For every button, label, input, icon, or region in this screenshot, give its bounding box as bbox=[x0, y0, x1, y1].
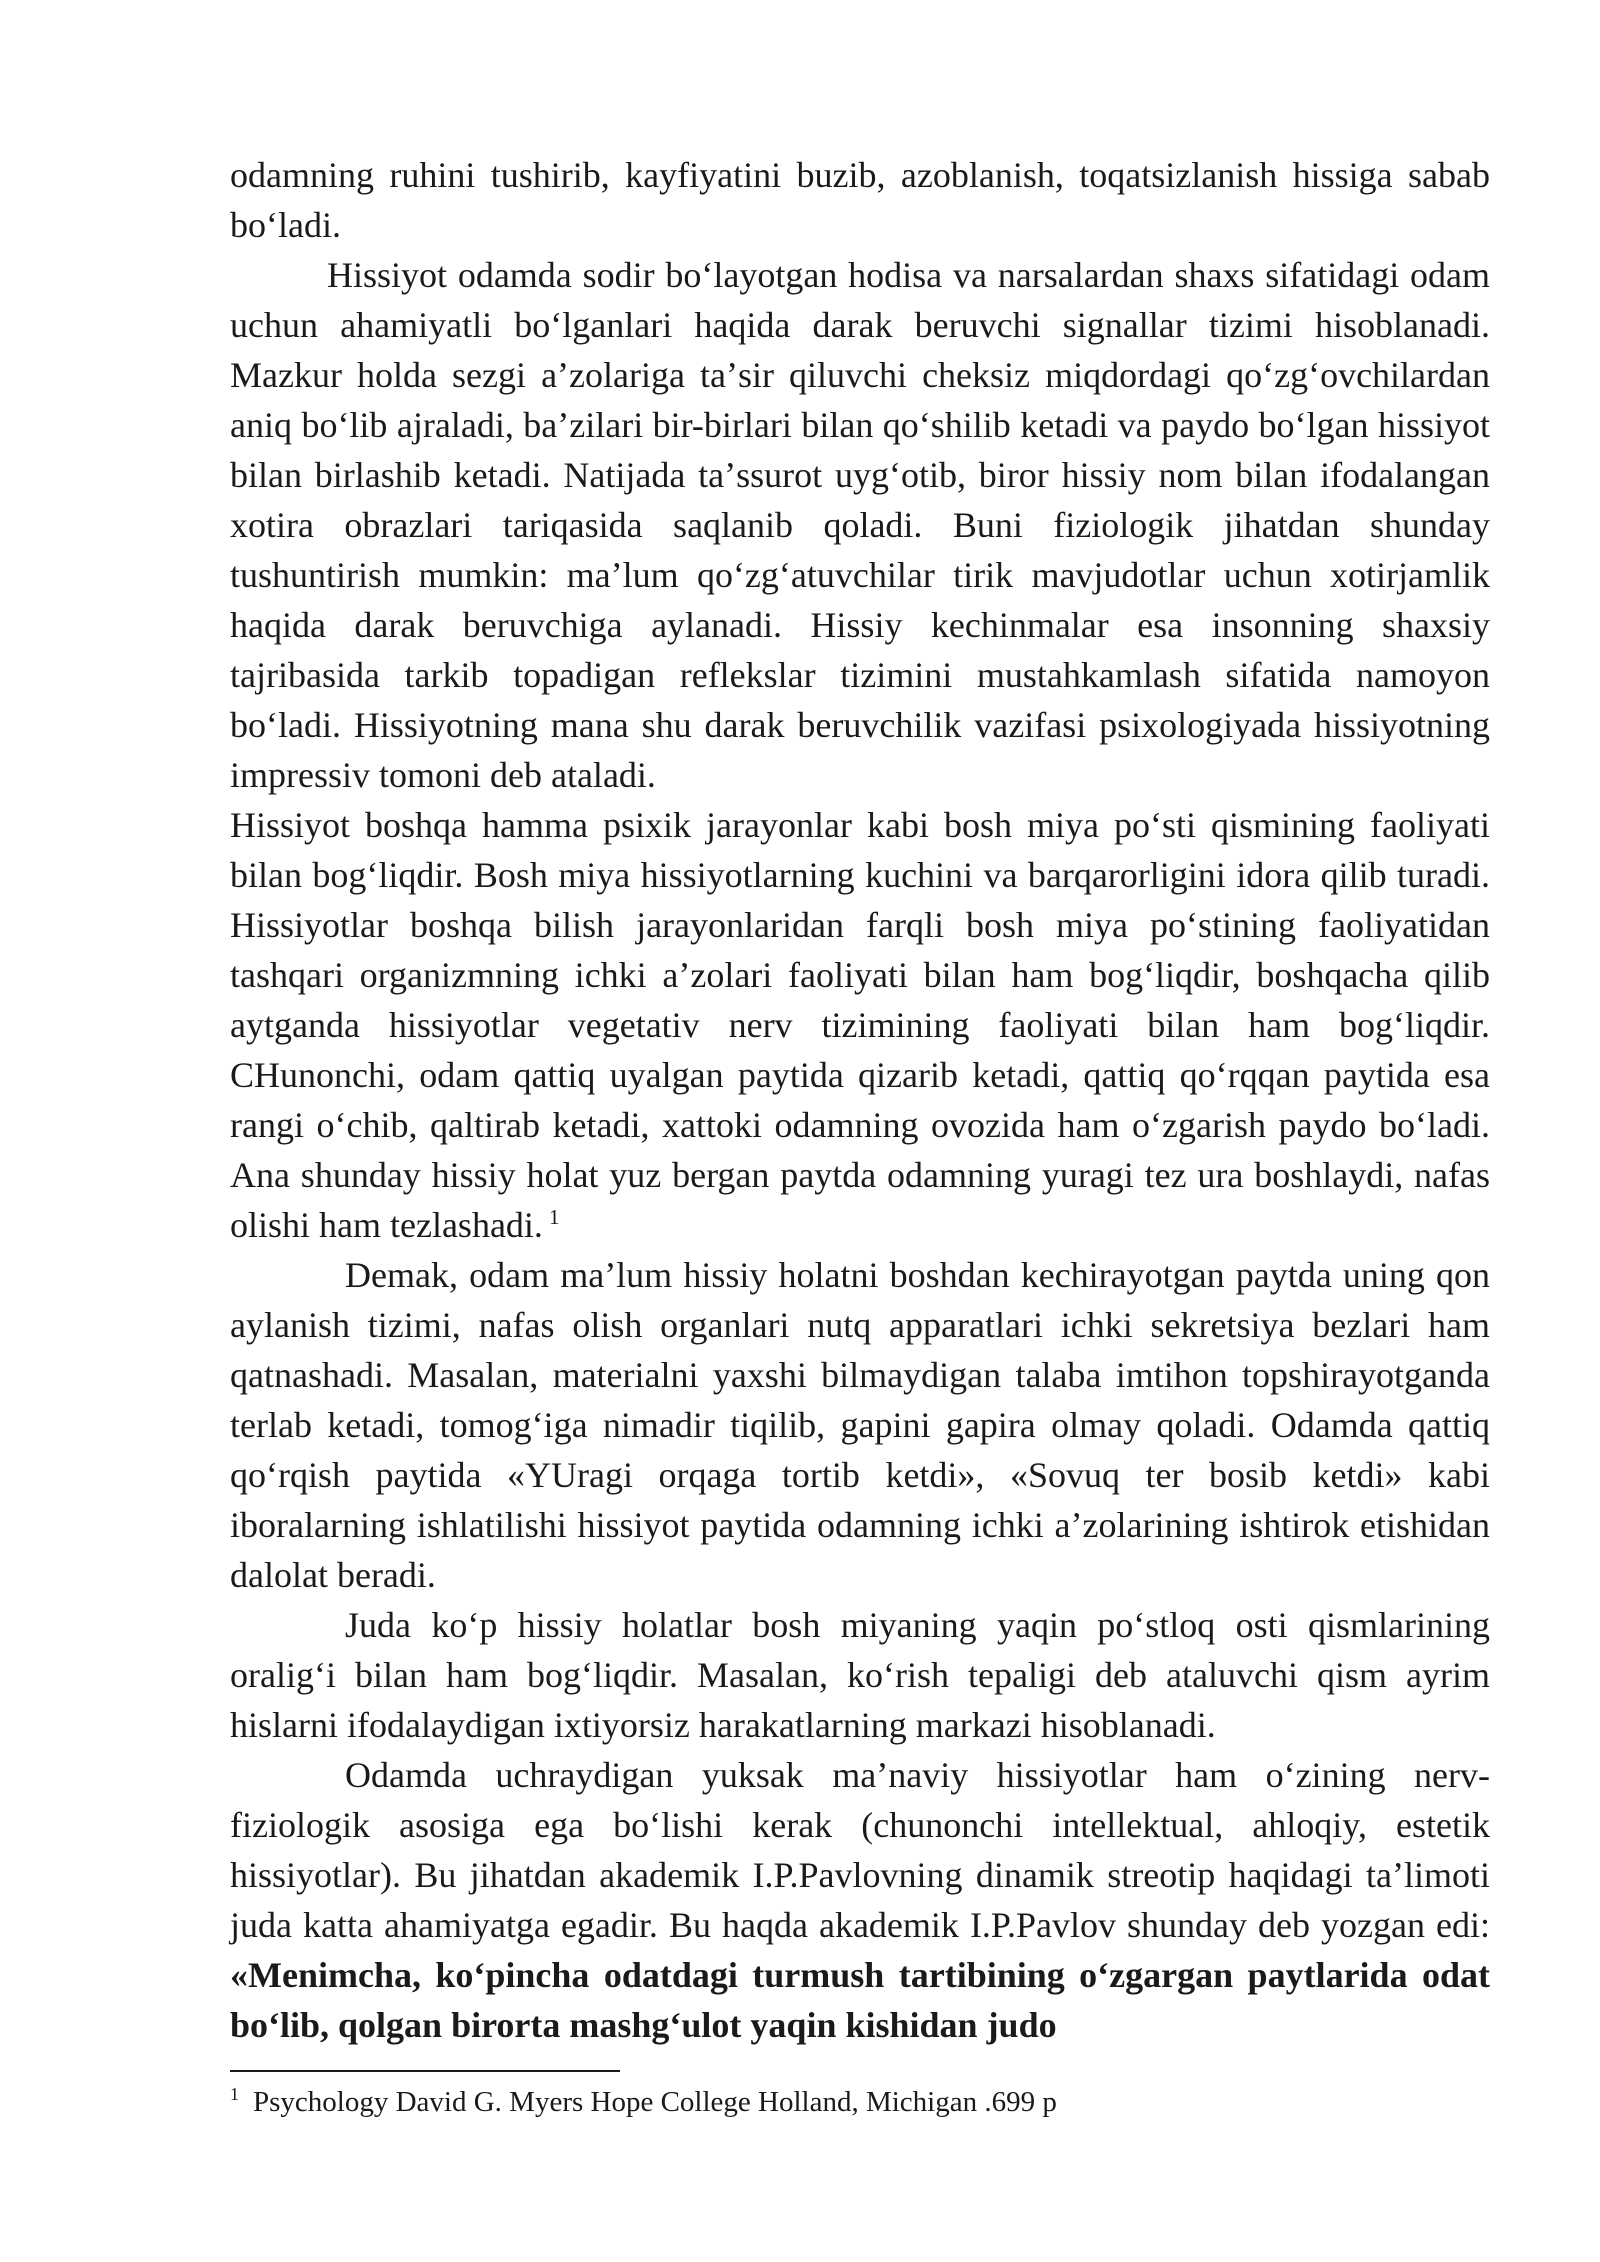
footnote bbox=[230, 2082, 1490, 2122]
pavlov-quote: «Menimcha, koʻpincha odatdagi turmush tartibining oʻzgargan paytlarida odat boʻlib, qolgan birorta mashgʻulot yaqin kishidan judo bbox=[230, 1955, 1490, 2045]
footnote-reference[interactable]: 1 bbox=[548, 1205, 560, 1229]
paragraph-text: Hissiyot boshqa hamma psixik jarayonlar kabi bosh miya poʻsti qismining faoliyati bilan bogʻliqdir. Bosh miya hissiyotlarning kuchini va barqarorligini idora qilib turadi. Hissiyotlar boshqa bilish jarayonlaridan farqli bosh miya poʻstining faoliyatidan tashqari organizmning ichki aʼzolari faoliyati bilan ham bogʻliqdir, boshqacha qilib aytganda hissiyotlar vegetativ nerv tizimining faoliyati bilan ham bogʻliqdir. CHunonchi, odam qattiq uyalgan paytida qizarib ketadi, qattiq qoʻrqqan paytida esa rangi oʻchib, qaltirab ketadi, xattoki odamning ovozida ham oʻzgarish paydo boʻladi. Ana shunday hissiy holat yuz bergan paytda odamning yuragi tez ura boshlaydi, nafas olishi ham tezlashadi. bbox=[230, 805, 1490, 1245]
paragraph-text: Hissiyot odamda sodir boʻlayotgan hodisa va narsalardan shaxs sifatidagi odam uchun ahamiyatli boʻlganlari haqida darak beruvchi signallar tizimi hisoblanadi. Mazkur holda sezgi aʼzolariga taʼsir qiluvchi cheksiz miqdordagi qoʻzgʻovchilardan aniq boʻlib ajraladi, baʼzilari bir-birlari bilan qoʻshilib ketadi va paydo boʻlgan hissiyot bilan birlashib ketadi. Natijada taʼssurot uygʻotib, biror hissiy nom bilan ifodalangan xotira obrazlari tariqasida saqlanib qoladi. Buni fiziologik jihatdan shunday tushuntirish mumkin: maʼlum qoʻzgʻatuvchilar tirik mavjudotlar uchun xotirjamlik haqida darak beruvchiga aylanadi. Hissiy kechinmalar esa insonning shaxsiy tajribasida tarkib topadigan reflekslar tizimini mustahkamlash sifatida namoyon boʻladi. Hissiyotning mana shu darak beruvchilik vazifasi psixologiyada hissiyotning impressiv tomoni deb ataladi. bbox=[230, 255, 1490, 795]
paragraph-text: Demak, odam maʼlum hissiy holatni boshdan kechirayotgan paytda uning qon aylanish tizimi, nafas olish organlari nutq apparatlari ichki sekretsiya bezlari ham qatnashadi. Masalan, materialni yaxshi bilmaydigan talaba imtihon topshirayotganda terlab ketadi, tomogʻiga nimadir tiqilib, gapini gapira olmay qoladi. Odamda qattiq qoʻrqish paytida «YUragi orqaga tortib ketdi», «Sovuq ter bosib ketdi» kabi iboralarning ishlatilishi hissiyot paytida odamning ichki aʼzolarining ishtirok etishidan dalolat beradi. bbox=[230, 1255, 1490, 1595]
paragraph-juda-kop bbox=[230, 1600, 1490, 1750]
footnote-text: Psychology David G. Myers Hope College Holland, Michigan .699 p bbox=[253, 2086, 1057, 2118]
footnote-separator bbox=[230, 2070, 620, 2072]
paragraph-hissiyot-signallar bbox=[230, 250, 1490, 800]
paragraph-continuation bbox=[230, 150, 1490, 250]
paragraph-text: Juda koʻp hissiy holatlar bosh miyaning yaqin poʻstloq osti qismlarining oraligʻi bilan ham bogʻliqdir. Masalan, koʻrish tepaligi deb ataluvchi qism ayrim hislarni ifodalaydigan ixtiyorsiz harakatlarning markazi hisoblanadi. bbox=[230, 1605, 1490, 1745]
paragraph-yuksak-manaviy bbox=[230, 1750, 1490, 2050]
paragraph-text: Odamda uchraydigan yuksak maʼnaviy hissiyotlar ham oʻzining nerv-fiziologik asosiga ega boʻlishi kerak (chunonchi intellektual, ahloqiy, estetik hissiyotlar). Bu jihatdan akademik I.P.Pavlovning dinamik streotip haqidagi taʼlimoti juda katta ahamiyatga egadir. Bu haqda akademik I.P.Pavlov shunday deb yozgan edi: bbox=[230, 1755, 1490, 1945]
paragraph-demak bbox=[230, 1250, 1490, 1600]
footnote-number: 1 bbox=[230, 2084, 239, 2105]
paragraph-text: odamning ruhini tushirib, kayfiyatini buzib, azoblanish, toqatsizlanish hissiga sabab boʻladi. bbox=[230, 155, 1490, 245]
document-page bbox=[230, 150, 1490, 2050]
paragraph-bosh-miya bbox=[230, 800, 1490, 1250]
